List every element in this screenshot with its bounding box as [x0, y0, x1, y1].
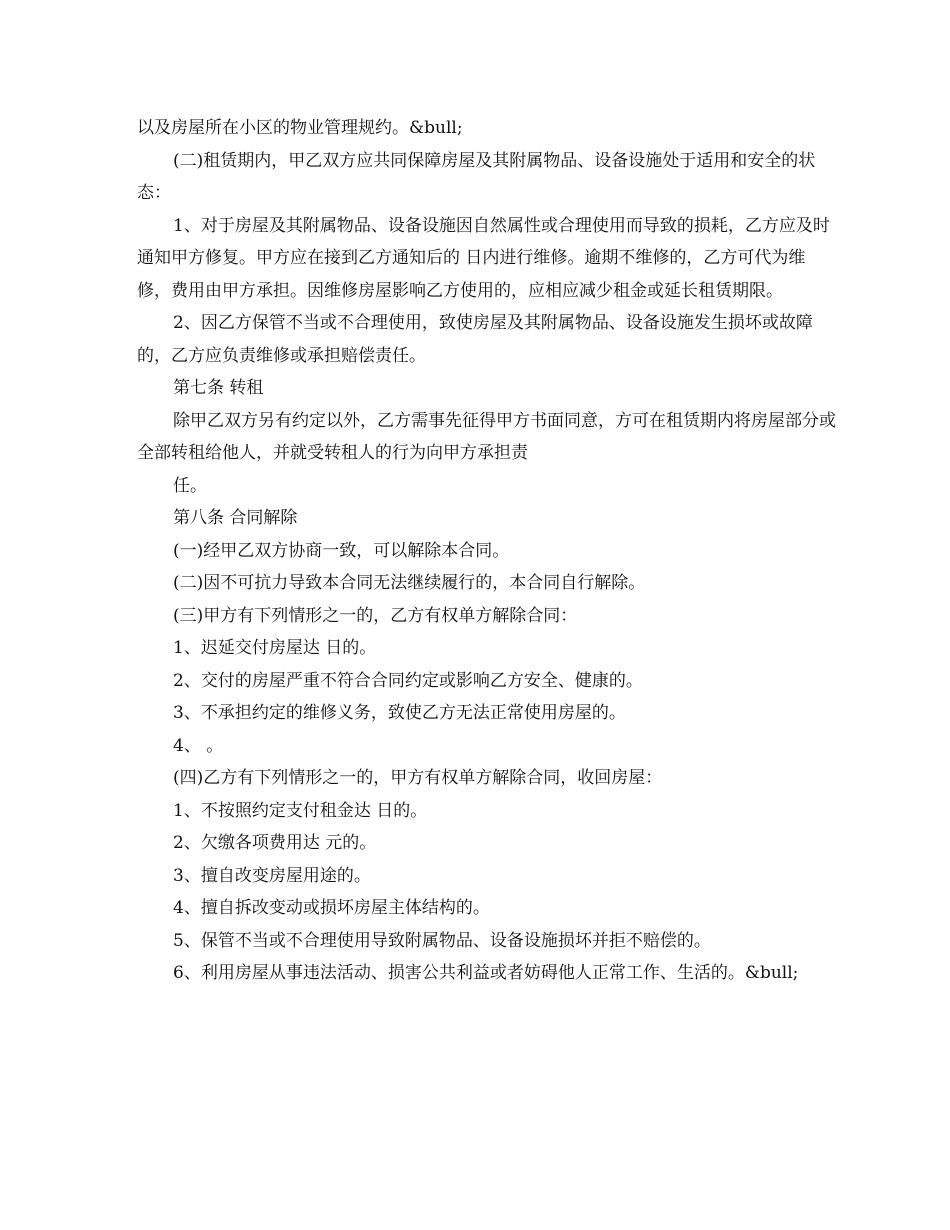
termination-clause-4: (四)乙方有下列情形之一的，甲方有权单方解除合同，收回房屋： [173, 768, 663, 788]
paragraph-sublease-continued: 任。 [173, 475, 207, 496]
termination-clause-2: (二)因不可抗力导致本合同无法继续履行的，本合同自行解除。 [173, 573, 646, 593]
list-item: 1、不按照约定支付租金达 日的。 [173, 800, 428, 821]
article-heading-8: 第八条 合同解除 [173, 508, 298, 528]
list-item: 5、保管不当或不合理使用导致附属物品、设备设施损坏并拒不赔偿的。 [173, 930, 711, 951]
list-item: 1、迟延交付房屋达 日的。 [173, 638, 377, 658]
paragraph-item-1: 1、对于房屋及其附属物品、设备设施因自然属性或合理使用而导致的损耗，乙方应及时通知甲方修复。甲方应在接到乙方通知后的 日内进行维修。逾期不维修的，乙方可代为维修，费用由甲方承担。因维修房屋影响乙方使用的，应相应减少租金或延长租赁期限。 [137, 215, 830, 301]
termination-clause-1: (一)经甲乙双方协商一致，可以解除本合同。 [173, 540, 510, 561]
document-body [137, 112, 837, 990]
list-item: 2、欠缴各项费用达 元的。 [173, 833, 377, 853]
list-item: 3、擅自改变房屋用途的。 [173, 865, 371, 886]
list-item: 4、擅自拆改变动或损坏房屋主体结构的。 [173, 898, 490, 918]
list-item: 6、利用房屋从事违法活动、损害公共利益或者妨碍他人正常工作、生活的。&bull; [173, 963, 799, 983]
list-item: 2、交付的房屋严重不符合合同约定或影响乙方安全、健康的。 [173, 670, 643, 691]
paragraph-item-2: 2、因乙方保管不当或不合理使用，致使房屋及其附属物品、设备设施发生损坏或故障的，乙方应负责维修或承担赔偿责任。 [137, 313, 813, 366]
list-item: 4、 。 [173, 735, 224, 756]
list-item: 3、不承担约定的维修义务，致使乙方无法正常使用房屋的。 [173, 703, 626, 723]
paragraph-line: 以及房屋所在小区的物业管理规约。&bull; [137, 118, 463, 138]
paragraph-sublease: 除甲乙双方另有约定以外，乙方需事先征得甲方书面同意，方可在租赁期内将房屋部分或全部转租给他人，并就受转租人的行为向甲方承担责 [137, 410, 836, 463]
termination-clause-3: (三)甲方有下列情形之一的，乙方有权单方解除合同： [173, 605, 578, 626]
article-heading-7: 第七条 转租 [173, 378, 264, 398]
paragraph-clause-2: (二)租赁期内，甲乙双方应共同保障房屋及其附属物品、设备设施处于适用和安全的状态： [137, 150, 816, 203]
